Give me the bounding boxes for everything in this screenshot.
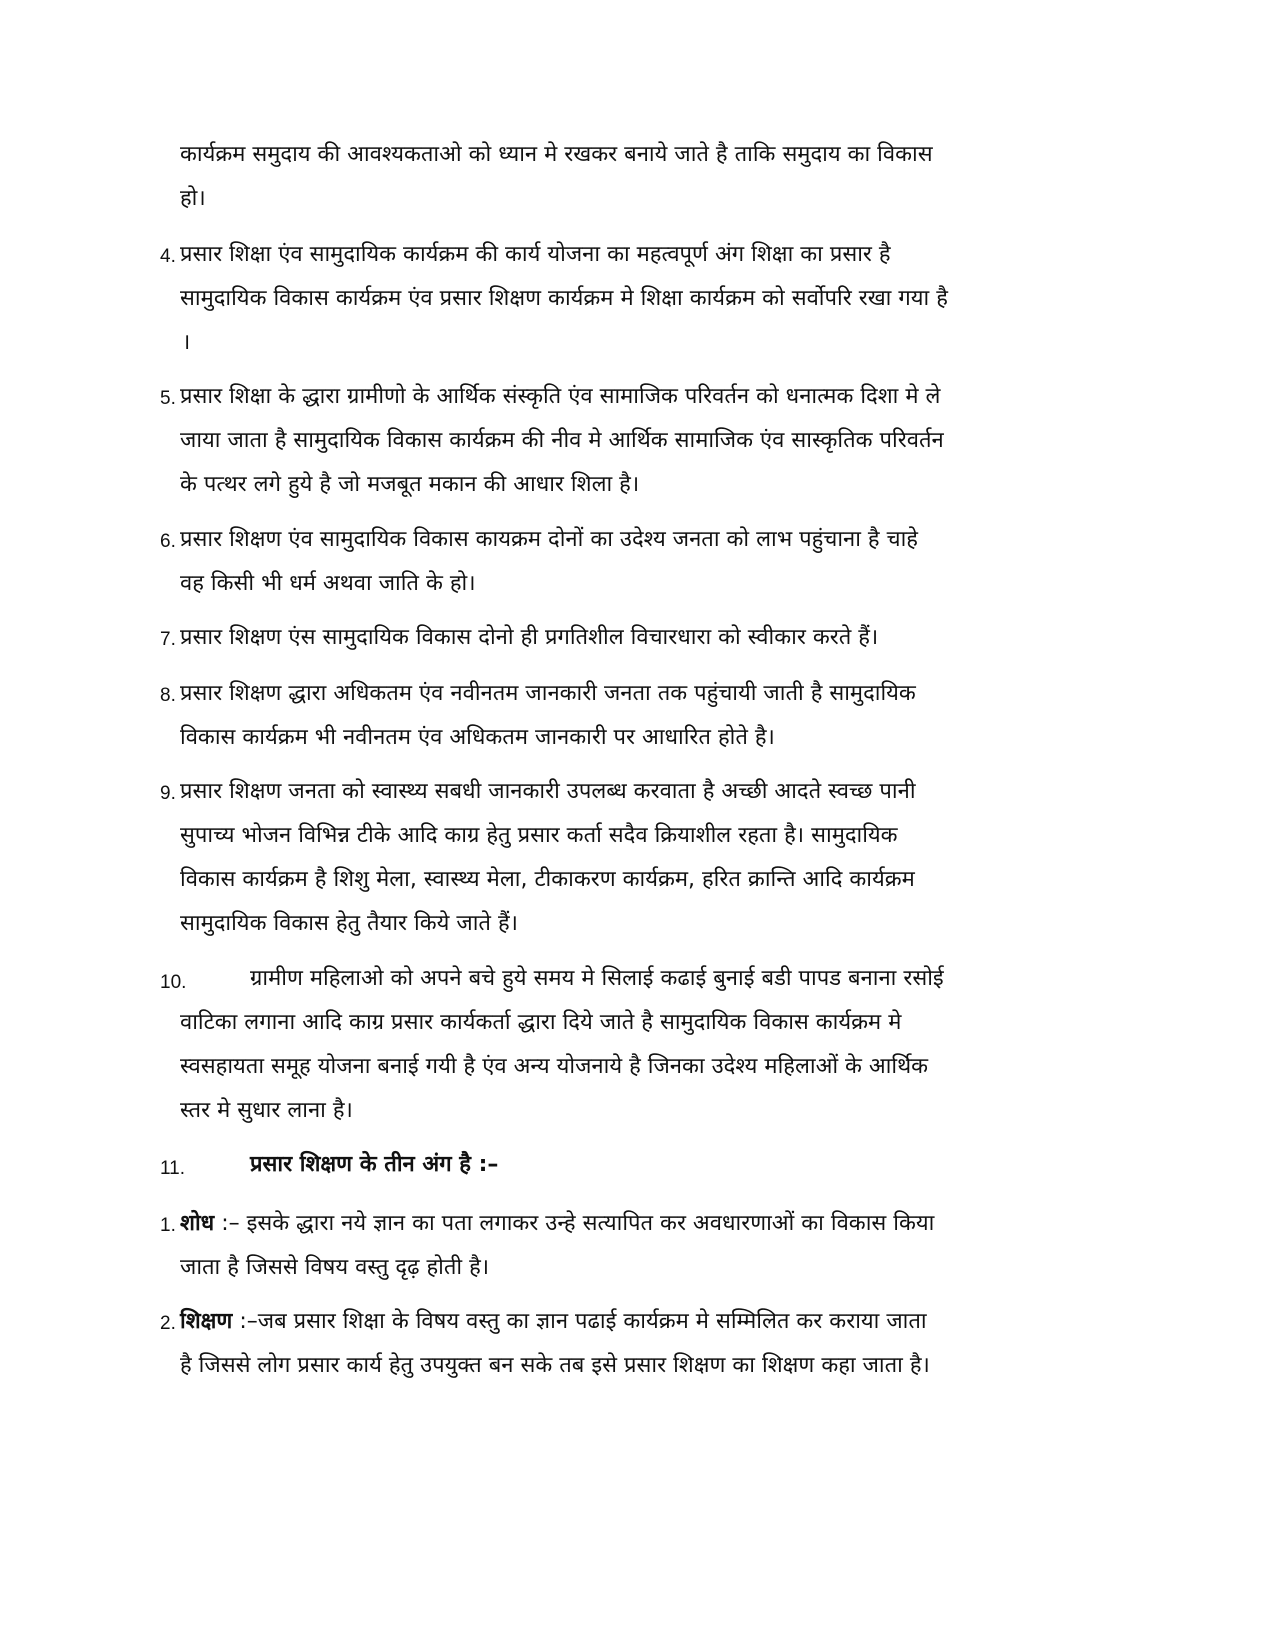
- intro-line-2: हो।: [180, 186, 206, 211]
- item-number: 7.: [160, 629, 176, 650]
- item-line: वह किसी भी धर्म अथवा जाति के हो।: [180, 571, 476, 596]
- part-number: 2.: [160, 1313, 176, 1334]
- intro-line-1: कार्यक्रम समुदाय की आवश्यकताओ को ध्यान मे रखकर बनाये जाते है ताकि समुदाय का विकास: [180, 142, 933, 167]
- part-line-1: [180, 1209, 934, 1239]
- item-line: विकास कार्यक्रम है शिशु मेला, स्वास्थ्य मेला, टीकाकरण कार्यक्रम, हरित क्रान्ति आदि कार्यक्रम: [180, 867, 915, 892]
- heading-text: प्रसार शिक्षण के तीन अंग है :–: [250, 1152, 499, 1177]
- part-text: :– इसके द्धारा नये ज्ञान का पता लगाकर उन्हे सत्यापित कर अवधारणाओं का विकास किया: [214, 1211, 935, 1236]
- part-line-2: है जिससे लोग प्रसार कार्य हेतु उपयुक्त बन सके तब इसे प्रसार शिक्षण का शिक्षण कहा जाता है।: [180, 1353, 930, 1378]
- item-line: जाया जाता है सामुदायिक विकास कार्यक्रम की नीव मे आर्थिक सामाजिक एंव सास्कृतिक परिवर्तन: [180, 428, 944, 453]
- part-term: शिक्षण: [180, 1309, 233, 1334]
- part-number: 1.: [160, 1215, 176, 1236]
- item-number: 8.: [160, 685, 176, 706]
- item-line: वाटिका लगाना आदि काग्र प्रसार कार्यकर्ता द्धारा दिये जाते है सामुदायिक विकास कार्यक्रम मे: [180, 1010, 902, 1035]
- item-line: स्वसहायता समूह योजना बनाई गयी है एंव अन्य योजनाये है जिनका उदेश्य महिलाओं के आर्थिक: [180, 1054, 929, 1079]
- item-number: 10.: [160, 972, 187, 993]
- item-line: प्रसार शिक्षण एंव सामुदायिक विकास कायक्रम दोनों का उदेश्य जनता को लाभ पहुंचाना है चाहे: [180, 527, 918, 552]
- item-number: 6.: [160, 531, 176, 552]
- part-text: :–जब प्रसार शिक्षा के विषय वस्तु का ज्ञान पढाई कार्यक्रम मे सम्मिलित कर कराया जाता: [232, 1309, 927, 1334]
- part-term: शोध: [180, 1211, 215, 1236]
- item-line: प्रसार शिक्षण द्धारा अधिकतम एंव नवीनतम जानकारी जनता तक पहुंचायी जाती है सामुदायिक: [180, 681, 916, 706]
- part-line-2: जाता है जिससे विषय वस्तु दृढ़ होती है।: [180, 1255, 490, 1280]
- part-line-1: [180, 1307, 927, 1337]
- item-line: सामुदायिक विकास हेतु तैयार किये जाते हैं।: [180, 911, 518, 936]
- item-number: 9.: [160, 783, 176, 804]
- item-number: 5.: [160, 388, 176, 409]
- item-number: 4.: [160, 246, 176, 267]
- item-line: प्रसार शिक्षण एंस सामुदायिक विकास दोनो ही प्रगतिशील विचारधारा को स्वीकार करते हैं।: [180, 625, 879, 650]
- item-line: सामुदायिक विकास कार्यक्रम एंव प्रसार शिक्षण कार्यक्रम मे शिक्षा कार्यक्रम को सर्वोपरि रखा गया है: [180, 286, 948, 311]
- item-line: स्तर मे सुधार लाना है।: [180, 1098, 353, 1123]
- heading-number: 11.: [160, 1158, 186, 1179]
- item-line: ग्रामीण महिलाओ को अपने बचे हुये समय मे सिलाई कढाई बुनाई बडी पापड बनाना रसोई: [250, 966, 944, 991]
- item-line: विकास कार्यक्रम भी नवीनतम एंव अधिकतम जानकारी पर आधारित होते है।: [180, 725, 775, 750]
- item-line: प्रसार शिक्षा एंव सामुदायिक कार्यक्रम की कार्य योजना का महत्वपूर्ण अंग शिक्षा का प्रसार है: [180, 242, 891, 267]
- item-line: प्रसार शिक्षण जनता को स्वास्थ्य सबधी जानकारी उपलब्ध करवाता है अच्छी आदते स्वच्छ पानी: [180, 779, 916, 804]
- item-line: प्रसार शिक्षा के द्धारा ग्रामीणो के आर्थिक संस्कृति एंव सामाजिक परिवर्तन को धनात्मक दिशा मे ले: [180, 384, 941, 409]
- item-line: ।: [182, 330, 191, 355]
- item-line: के पत्थर लगे हुये है जो मजबूत मकान की आधार शिला है।: [180, 472, 640, 497]
- item-line: सुपाच्य भोजन विभिन्न टीके आदि काग्र हेतु प्रसार कर्ता सदैव क्रियाशील रहता है। सामुदायिक: [180, 823, 898, 848]
